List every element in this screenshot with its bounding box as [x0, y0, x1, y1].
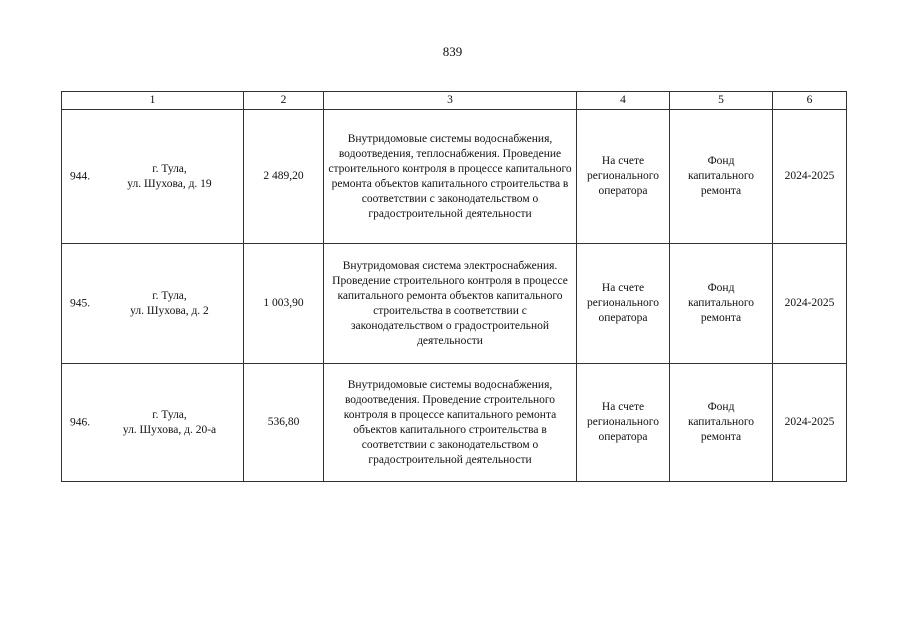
row-number: 946. — [70, 416, 91, 428]
address — [66, 408, 239, 438]
address-street: ул. Шухова, д. 19 — [127, 177, 212, 190]
address-city: г. Тула, — [152, 162, 187, 175]
repair-schedule-table — [61, 91, 847, 482]
funding-source-cell: Фонд капитального ремонта — [670, 110, 773, 244]
cost-cell: 2 489,20 — [244, 110, 324, 244]
work-description-cell: Внутридомовая система электроснабжения. Проведение строительного контроля в процессе капитального ремонта объектов капитального строительства в соответствии с законодательством о градостроительной деятельности — [324, 244, 577, 364]
period-cell: 2024-2025 — [773, 364, 847, 482]
address — [66, 289, 239, 319]
cost-cell: 536,80 — [244, 364, 324, 482]
column-header-6: 6 — [773, 92, 847, 110]
address — [66, 162, 239, 192]
header-row — [62, 92, 847, 110]
address-cell — [62, 244, 244, 364]
column-header-1: 1 — [62, 92, 244, 110]
address-street: ул. Шухова, д. 2 — [130, 304, 209, 317]
table-row — [62, 364, 847, 482]
funding-source-cell: Фонд капитального ремонта — [670, 364, 773, 482]
funding-source-cell: Фонд капитального ремонта — [670, 244, 773, 364]
address-cell — [62, 110, 244, 244]
row-number: 945. — [70, 297, 91, 309]
table-row — [62, 244, 847, 364]
address-city: г. Тула, — [152, 408, 187, 421]
address-street: ул. Шухова, д. 20-а — [122, 423, 217, 436]
period-cell: 2024-2025 — [773, 244, 847, 364]
page-number: 839 — [442, 44, 463, 59]
work-description-cell: Внутридомовые системы водоснабжения, водоотведения, теплоснабжения. Проведение строительного контроля в процессе капитального ремонта объектов капитального строительства в соответствии с законодательством о градостроительной деятельности — [324, 110, 577, 244]
table-row — [62, 110, 847, 244]
address-city: г. Тула, — [152, 289, 187, 302]
account-cell: На счете регионального оператора — [577, 244, 670, 364]
column-header-2: 2 — [244, 92, 324, 110]
column-header-5: 5 — [670, 92, 773, 110]
row-number: 944. — [70, 170, 91, 182]
column-header-3: 3 — [324, 92, 577, 110]
account-cell: На счете регионального оператора — [577, 364, 670, 482]
column-header-4: 4 — [577, 92, 670, 110]
cost-cell: 1 003,90 — [244, 244, 324, 364]
work-description-cell: Внутридомовые системы водоснабжения, водоотведения. Проведение строительного контроля в процессе капитального ремонта объектов капитального строительства в соответствии с законодательством о градостроительной деятельности — [324, 364, 577, 482]
period-cell: 2024-2025 — [773, 110, 847, 244]
address-cell — [62, 364, 244, 482]
account-cell: На счете регионального оператора — [577, 110, 670, 244]
